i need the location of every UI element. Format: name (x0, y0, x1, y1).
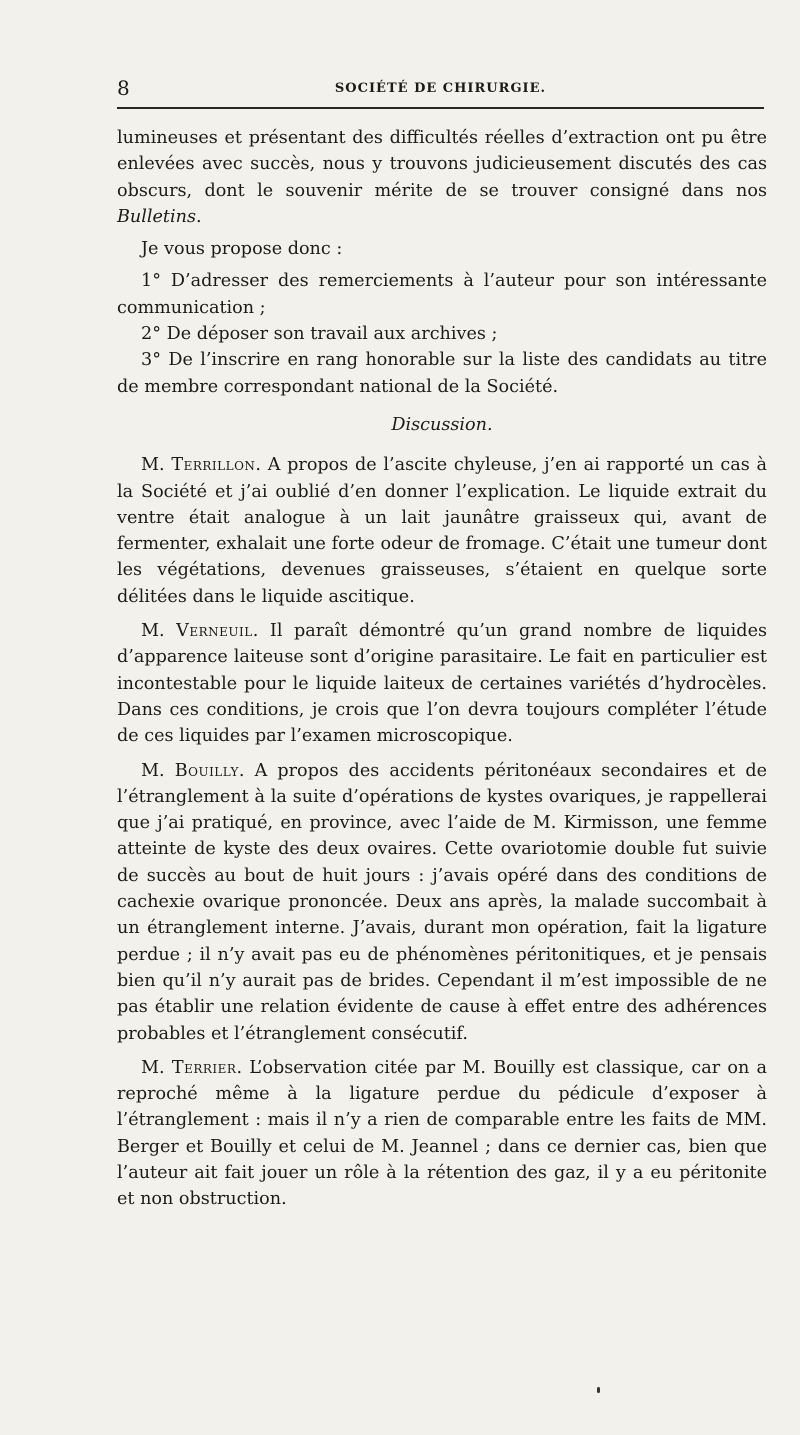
speech-prefix: M. (141, 1057, 172, 1078)
page-header (117, 76, 764, 100)
speech-text: . Il paraît démontré qu’un grand nombre de liquides d’apparence laiteuse sont d’origine parasitaire. Le fait en particulier est incontestable pour le liquide laiteux de certaines variétés d’hydrocèles. Dans ces conditions, je crois que l’on devra toujours compléter l’étude de ces liquides par l’examen microscopique. (117, 621, 768, 747)
proposal-lead: Je vous propose donc : (141, 239, 343, 260)
page-number: 8 (117, 76, 130, 100)
speaker-name: Verneuil (176, 621, 253, 642)
speech-text: . L’observation citée par M. Bouilly est classique, car on a reproché même à la ligature perdue du pédicule d’exposer à l’étranglement : mais il n’y a rien de comparable entre les faits de MM. Berger et Bouilly et celui de M. Jeannel ; dans ce dernier cas, bien que l’auteur ait fait jouer un rôle à la rétention des gaz, il y a eu péritonite et non obstruction. (117, 1057, 768, 1210)
running-head: SOCIÉTÉ DE CHIRURGIE. (334, 81, 547, 96)
proposal-item-1: 1° D’adresser des remerciements à l’auteur pour son intéressante communication ; (117, 271, 767, 318)
speaker-name: Terrillon (171, 455, 256, 476)
speaker-name: Bouilly (174, 760, 239, 781)
speech-prefix: M. (141, 621, 177, 642)
speech-verneuil (117, 618, 767, 749)
page-body (117, 125, 767, 1213)
speech-text: . A propos des accidents péritonéaux secondaires et de l’étranglement à la suite d’opérations de kystes ovariques, je rappellerai que j’ai pratiqué, en province, avec l’aide de M. Kirmisson, une femme atteinte de kyste des deux ovaires. Cette ovariotomie double fut suivie de succès au bout de huit jours : j’avais opéré dans des conditions de cachexie ovarique prononcée. Deux ans après, la malade succombait à un étranglement interne. J’avais, durant mon opération, fait la ligature perdue ; il n’y avait pas eu de phénomènes péritonitiques, et je pensais bien qu’il n’y aurait pas de brides. Cependant il m’est impossible de ne pas établir une relation évidente de cause à effet entre des adhérences probables et l’étranglement consécutif. (117, 760, 767, 1044)
proposal-item-3: 3° De l’inscrire en rang honorable sur la liste des candidats au titre de membre correspondant national de la Société. (117, 350, 767, 397)
speech-text: . A propos de l’ascite chyleuse, j’en ai rapporté un cas à la Société et j’ai oublié d’en donner l’explication. Le liquide extrait du ventre était analogue à un lait jaunâtre graisseux qui, avant de fermenter, exhalait une forte odeur de fromage. C’était une tumeur dont les végétations, devenues graisseuses, s’étaient en quelque sorte délitées dans le liquide ascitique. (117, 455, 767, 607)
speech-terrillon (117, 452, 767, 610)
speech-prefix: M. (141, 455, 172, 476)
speech-bouilly (117, 758, 767, 1047)
intro-text: lumineuses et présentant des difficultés réelles d’extraction ont pu être enlevées avec succès, nous y trouvons judicieusement discutés des cas obscurs, dont le souvenir mérite de se trouver consigné dans nos (117, 128, 767, 201)
proposal-item-2: 2° De déposer son travail aux archives ; (141, 324, 498, 345)
bulletins-title: Bulletins (117, 206, 196, 227)
speech-prefix: M. (141, 760, 175, 781)
ink-speck (597, 1387, 600, 1393)
intro-paragraph (117, 125, 767, 230)
intro-end: . (195, 206, 202, 227)
header-rule (117, 107, 764, 109)
discussion-heading: Discussion. (391, 414, 493, 435)
speech-terrier (117, 1055, 767, 1213)
speaker-name: Terrier (171, 1057, 237, 1078)
